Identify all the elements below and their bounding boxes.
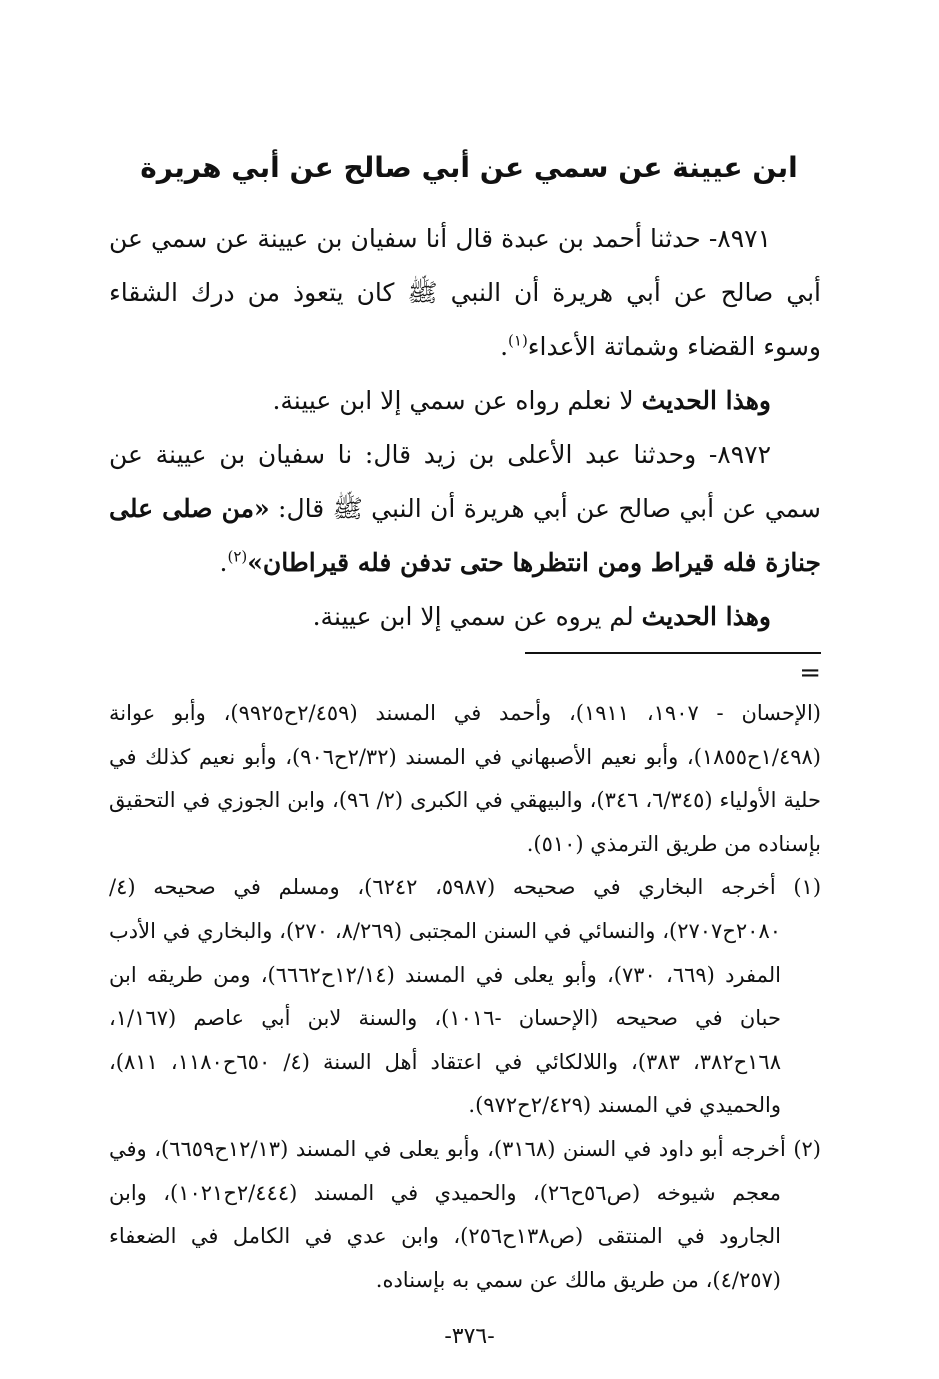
footnote-ref-2: (٢) bbox=[227, 547, 248, 566]
comment-lead: وهذا الحديث bbox=[641, 386, 771, 415]
footnote-1: (١) أخرجه البخاري في صحيحه (٥٩٨٧، ٦٢٤٢)، ومسلم في صحيحه (٤/ ٢٠٨٠ح٢٧٠٧)، والنسائي في السنن المجتبى (٨/٢٦٩، ٢٧٠)، والبخاري في الأدب المفرد (٦٦٩، ٧٣٠)، وأبو يعلى في المسند (١٢/١٤ح٦٦٦٢)، ومن طريقه ابن حبان في صحيحه (الإحسان -١٠١٦)، والسنة لابن أبي عاصم (١/١٦٧، ١٦٨ح٣٨٢، ٣٨٣)، واللالكائي في اعتقاد أهل السنة (٤/ ٦٥٠ح١١٨٠، ٨١١)، والحميدي في المسند (٢/٤٢٩ح٩٧٢). bbox=[109, 875, 822, 1118]
footnote-ref-1: (١) bbox=[508, 331, 528, 350]
page-number: -٣٧٦- bbox=[444, 1324, 495, 1349]
comment-text: لا نعلم رواه عن سمي إلا ابن عيينة. bbox=[272, 386, 642, 415]
hadith-text: ٨٩٧١- حدثنا أحمد بن عبدة قال أنا سفيان بن عيينة عن سمي عن أبي صالح عن أبي هريرة أن النبي ﷺ كان يتعوذ من درك الشقاء وسوء القضاء وشماتة الأعداء bbox=[109, 224, 821, 361]
hadith-8972 bbox=[109, 428, 821, 590]
prophetic-saying: «من صلى على جنازة فله قيراط ومن انتظرها حتى تدفن فله قيراطان» bbox=[109, 494, 821, 577]
section-heading: ابن عيينة عن سمي عن أبي صالح عن أبي هريرة bbox=[140, 151, 798, 184]
comment-1 bbox=[109, 374, 821, 428]
comment-2 bbox=[109, 590, 821, 644]
footnote-continued: (الإحسان - ١٩٠٧، ١٩١١)، وأحمد في المسند (٢/٤٥٩ح٩٩٢٥)، وأبو عوانة (١/٤٩٨ح١٨٥٥)، وأبو نعيم الأصبهاني في المسند (٢/٣٢ح٩٠٦)، وأبو نعيم كذلك في حلية الأولياء (٦/٣٤٥، ٣٤٦)، والبيهقي في الكبرى (٢/ ٩٦)، وابن الجوزي في التحقيق بإسناده من طريق الترمذي (٥١٠). bbox=[109, 701, 821, 856]
continuation-mark: = bbox=[799, 658, 821, 688]
footnotes bbox=[109, 692, 821, 1302]
hadith-end: . bbox=[500, 332, 509, 361]
hadith-text: ٨٩٧٢- وحدثنا عبد الأعلى بن زيد قال: نا سفيان بن عيينة عن سمي عن أبي صالح عن أبي هريرة أن النبي ﷺ قال: bbox=[109, 440, 822, 523]
footnote-separator bbox=[525, 652, 821, 654]
comment-lead: وهذا الحديث bbox=[641, 602, 771, 631]
main-text bbox=[109, 212, 821, 644]
hadith-8971 bbox=[109, 212, 821, 374]
hadith-end: . bbox=[219, 548, 228, 577]
comment-text: لم يروه عن سمي إلا ابن عيينة. bbox=[312, 602, 642, 631]
footnote-2: (٢) أخرجه أبو داود في السنن (٣١٦٨)، وأبو يعلى في المسند (١٢/١٣ح٦٦٥٩)، وفي معجم شيوخه (ص٥٦ح٢٦)، والحميدي في المسند (٢/٤٤٤ح١٠٢١)، وابن الجارود في المنتقى (ص١٣٨ح٢٥٦)، وابن عدي في الكامل في الضعفاء (٤/٢٥٧)، من طريق مالك عن سمي به بإسناده. bbox=[109, 1136, 821, 1292]
